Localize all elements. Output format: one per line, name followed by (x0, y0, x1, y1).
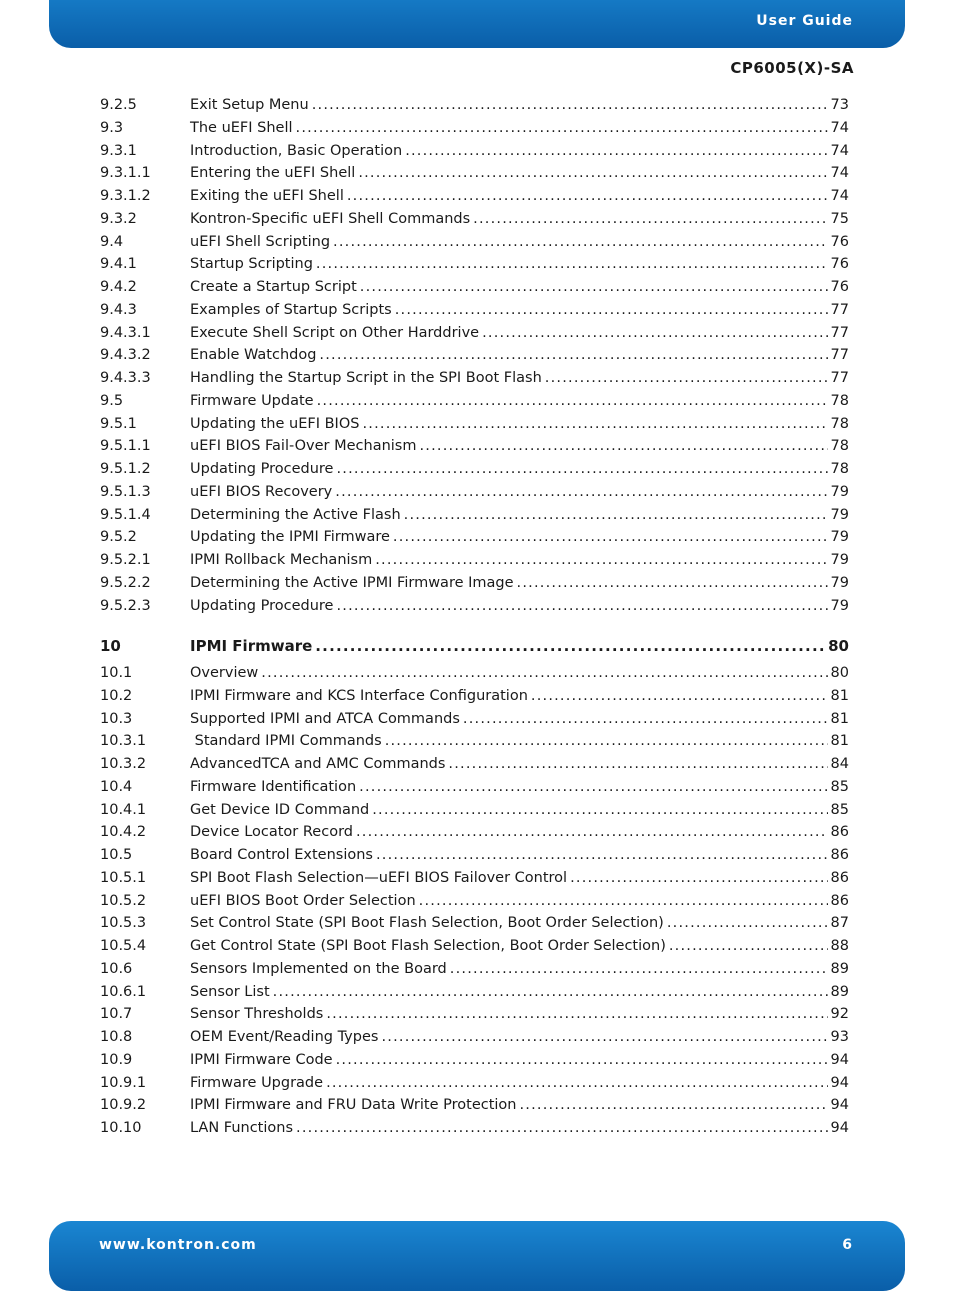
toc-entry-number: 10.9.2 (100, 1097, 147, 1114)
toc-entry[interactable] (100, 325, 849, 348)
toc-leader-dots (296, 120, 828, 136)
toc-entry-page: 86 (830, 847, 849, 863)
toc-entry-page: 74 (830, 165, 849, 182)
toc-leader-dots (519, 1097, 827, 1113)
toc-entry[interactable] (100, 165, 849, 188)
toc-entry[interactable] (100, 915, 849, 938)
toc-entry[interactable] (100, 256, 849, 279)
toc-entry-number: 10.6 (100, 960, 133, 977)
toc-entry-title: Get Device ID Command (190, 801, 370, 818)
toc-entry-title: IPMI Firmware and FRU Data Write Protection (190, 1097, 517, 1114)
toc-entry-title: Set Control State (SPI Boot Flash Selection, Boot Order Selection) (190, 915, 664, 932)
toc-entry[interactable] (100, 665, 849, 688)
toc-entry-title: Handling the Startup Script in the SPI Boot Flash (190, 370, 542, 386)
toc-entry-page: 74 (830, 142, 849, 159)
toc-entry[interactable] (100, 211, 849, 234)
toc-entry-page: 87 (830, 915, 849, 932)
toc-entry[interactable] (100, 1006, 849, 1029)
header-label: User Guide (756, 13, 853, 29)
toc-entry-number: 9.3 (100, 119, 124, 136)
toc-entry[interactable] (100, 97, 849, 120)
toc-entry-page: 81 (830, 710, 849, 727)
toc-entry-title: Updating Procedure (190, 597, 334, 614)
toc-leader-dots (273, 984, 828, 1000)
toc-entry-page: 76 (830, 279, 849, 295)
toc-entry-title: Board Control Extensions (190, 847, 373, 863)
toc-entry-title: IPMI Firmware and KCS Interface Configuration (190, 687, 528, 704)
toc-entry-title: Startup Scripting (190, 256, 313, 273)
toc-entry[interactable] (100, 733, 849, 756)
toc-entry-page: 78 (830, 461, 849, 477)
toc-entry-title: uEFI Shell Scripting (190, 233, 331, 250)
toc-entry-number: 9.5.2.1 (100, 552, 151, 568)
toc-leader-dots (376, 847, 828, 863)
toc-entry-number: 9.5.2.2 (100, 574, 151, 591)
document-id: CP6005(X)-SA (730, 59, 854, 77)
toc-leader-dots (326, 1075, 827, 1091)
toc-entry-number: 9.4.3.2 (100, 347, 151, 364)
toc-leader-dots (570, 870, 827, 886)
toc-leader-dots (319, 347, 827, 363)
toc-entry[interactable] (100, 893, 849, 916)
toc-entry-title: Enable Watchdog (190, 347, 317, 364)
toc-entry-title: Firmware Update (190, 392, 314, 409)
toc-entry[interactable] (100, 529, 849, 552)
toc-leader-dots (372, 802, 827, 818)
toc-entry-number: 9.4.3.3 (100, 370, 151, 386)
toc-entry-number: 10.8 (100, 1029, 133, 1045)
toc-entry-title: IPMI Firmware (190, 637, 313, 656)
toc-entry-title: OEM Event/Reading Types (190, 1029, 379, 1045)
toc-entry[interactable] (100, 1097, 849, 1120)
toc-entry-page: 88 (830, 938, 849, 954)
toc-entry-page: 86 (830, 869, 849, 886)
toc-entry[interactable] (100, 824, 849, 847)
toc-entry-page: 81 (830, 733, 849, 750)
toc-entry[interactable] (100, 1120, 849, 1143)
toc-leader-dots (405, 143, 827, 159)
toc-entry[interactable] (100, 756, 849, 779)
toc-entry-page: 92 (830, 1006, 849, 1023)
toc-entry-title: Firmware Upgrade (190, 1074, 324, 1091)
toc-entry-page: 94 (830, 1074, 849, 1091)
toc-entry-page: 93 (830, 1029, 849, 1045)
toc-entry-title: Create a Startup Script (190, 279, 357, 295)
toc-leader-dots (381, 1029, 827, 1045)
toc-entry-number: 9.4.3 (100, 301, 137, 318)
toc-entry-page: 79 (830, 483, 849, 500)
toc-leader-dots (385, 733, 828, 749)
toc-entry-number: 10.3 (100, 710, 133, 727)
toc-entry-title: Entering the uEFI Shell (190, 165, 356, 182)
toc-entry-title: Execute Shell Script on Other Harddrive (190, 324, 480, 341)
toc-entry-title: AdvancedTCA and AMC Commands (190, 756, 446, 772)
toc-entry-page: 77 (830, 347, 849, 364)
toc-leader-dots (669, 938, 828, 954)
toc-entry[interactable] (100, 552, 849, 575)
toc-entry-page: 79 (830, 574, 849, 591)
toc-entry-number: 10.5 (100, 847, 133, 863)
toc-entry-page: 77 (830, 301, 849, 318)
toc-entry-number: 9.5.1 (100, 415, 137, 432)
toc-entry-number: 9.4.3.1 (100, 324, 151, 341)
toc-entry-title: Updating the IPMI Firmware (190, 529, 390, 546)
toc-entry-title: Examples of Startup Scripts (190, 301, 392, 318)
toc-entry-page: 76 (830, 256, 849, 273)
toc-entry-number: 9.5.1.2 (100, 461, 151, 477)
toc-entry-number: 10.4.1 (100, 801, 147, 818)
toc-entry-title: IPMI Rollback Mechanism (190, 552, 373, 568)
toc-leader-dots (359, 779, 827, 795)
toc-entry-page: 80 (828, 637, 849, 656)
toc-entry-number: 9.3.1.2 (100, 188, 151, 204)
toc-entry-number: 9.3.1 (100, 142, 137, 159)
toc-entry-number: 10.7 (100, 1006, 133, 1023)
toc-entry[interactable] (100, 802, 849, 825)
toc-leader-dots (517, 575, 828, 591)
toc-leader-dots (336, 1052, 828, 1068)
toc-entry[interactable] (100, 711, 849, 734)
toc-entry-number: 10.1 (100, 665, 133, 681)
toc-entry-page: 74 (830, 188, 849, 204)
toc-entry-title: Overview (190, 665, 259, 681)
toc-entry-page: 77 (830, 370, 849, 386)
toc-entry[interactable] (100, 1029, 849, 1052)
toc-leader-dots (545, 370, 828, 386)
toc-entry-title: Supported IPMI and ATCA Commands (190, 710, 460, 727)
toc-entry-page: 94 (830, 1097, 849, 1114)
toc-leader-dots (336, 461, 827, 477)
toc-entry[interactable] (100, 779, 849, 802)
toc-entry-number: 9.5.1.4 (100, 506, 151, 523)
toc-entry[interactable] (100, 984, 849, 1007)
toc-entry[interactable] (100, 438, 849, 461)
toc-leader-dots (667, 915, 828, 931)
toc-entry-title: Sensor Thresholds (190, 1006, 324, 1023)
toc-entry-page: 94 (830, 1120, 849, 1136)
toc-leader-dots (463, 711, 828, 727)
toc-entry-title: Updating the uEFI BIOS (190, 415, 360, 432)
toc-entry-number: 9.4.2 (100, 279, 137, 295)
toc-entry-number: 9.5 (100, 392, 124, 409)
toc-entry-number: 9.4.1 (100, 256, 137, 273)
toc-entry-page: 86 (830, 824, 849, 841)
toc-entry-title: Sensor List (190, 983, 270, 1000)
toc-entry-number: 10 (100, 637, 121, 656)
toc-entry-page: 85 (830, 778, 849, 795)
toc-entry-title: Introduction, Basic Operation (190, 142, 403, 159)
toc-leader-dots (333, 234, 828, 250)
toc-entry-page: 85 (830, 801, 849, 818)
toc-entry-page: 79 (830, 529, 849, 546)
toc-entry-title: Determining the Active IPMI Firmware Image (190, 574, 514, 591)
toc-entry-page: 84 (830, 756, 849, 772)
toc-entry-title: Exit Setup Menu (190, 97, 309, 113)
header-banner (49, 0, 905, 48)
toc-entry-page: 89 (830, 983, 849, 1000)
toc-entry-page: 77 (830, 324, 849, 341)
toc-entry[interactable] (100, 961, 849, 984)
toc-leader-dots (326, 1006, 827, 1022)
toc-leader-dots (531, 688, 828, 704)
toc-entry-title: Updating Procedure (190, 461, 334, 477)
toc-leader-dots (296, 1120, 828, 1136)
toc-chapter-entry[interactable] (100, 637, 849, 660)
toc-entry[interactable] (100, 1075, 849, 1098)
toc-entry-number: 10.4.2 (100, 824, 147, 841)
toc-leader-dots (393, 529, 828, 545)
toc-entry-number: 9.3.1.1 (100, 165, 151, 182)
toc-leader-dots (261, 665, 827, 681)
toc-entry-number: 9.5.2 (100, 529, 137, 546)
toc-entry[interactable] (100, 347, 849, 370)
toc-leader-dots (404, 507, 828, 523)
toc-entry[interactable] (100, 598, 849, 621)
toc-entry-number: 10.5.3 (100, 915, 147, 932)
toc-leader-dots (356, 824, 828, 840)
toc-entry-number: 10.2 (100, 687, 133, 704)
toc-entry-number: 10.9 (100, 1051, 133, 1068)
toc-entry-number: 9.2.5 (100, 97, 137, 113)
toc-entry-page: 79 (830, 552, 849, 568)
toc-entry-page: 73 (830, 97, 849, 113)
toc-leader-dots (395, 302, 828, 318)
toc-leader-dots (312, 97, 828, 113)
toc-entry-number: 10.9.1 (100, 1074, 147, 1091)
toc-entry[interactable] (100, 120, 849, 143)
toc-entry[interactable] (100, 484, 849, 507)
toc-entry[interactable] (100, 143, 849, 166)
toc-leader-dots (473, 211, 827, 227)
toc-entry-number: 9.3.2 (100, 210, 137, 227)
page-number: 6 (842, 1237, 853, 1253)
table-of-contents (100, 97, 849, 1143)
toc-leader-dots (450, 961, 828, 977)
toc-entry[interactable] (100, 279, 849, 302)
toc-entry-title: Get Control State (SPI Boot Flash Selection, Boot Order Selection) (190, 938, 666, 954)
toc-entry[interactable] (100, 507, 849, 530)
toc-leader-dots (358, 165, 827, 181)
toc-entry-page: 86 (830, 892, 849, 909)
toc-leader-dots (315, 637, 825, 655)
toc-entry-number: 9.5.1.1 (100, 438, 151, 455)
toc-entry[interactable] (100, 688, 849, 711)
toc-leader-dots (347, 188, 828, 204)
toc-entry[interactable] (100, 393, 849, 416)
toc-entry-title: IPMI Firmware Code (190, 1051, 333, 1068)
toc-leader-dots (362, 416, 827, 432)
toc-entry[interactable] (100, 234, 849, 257)
toc-entry-number: 10.10 (100, 1120, 142, 1136)
toc-entry-number: 10.5.2 (100, 892, 147, 909)
toc-leader-dots (375, 552, 827, 568)
toc-entry-page: 80 (830, 665, 849, 681)
toc-entry[interactable] (100, 847, 849, 870)
toc-entry-title: SPI Boot Flash Selection—uEFI BIOS Failover Control (190, 869, 568, 886)
toc-entry[interactable] (100, 188, 849, 211)
toc-entry-number: 9.5.1.3 (100, 483, 151, 500)
toc-entry-title: uEFI BIOS Boot Order Selection (190, 892, 416, 909)
toc-entry[interactable] (100, 1052, 849, 1075)
toc-entry-number: 10.3.1 (100, 733, 147, 750)
toc-entry[interactable] (100, 461, 849, 484)
toc-entry-title: Exiting the uEFI Shell (190, 188, 344, 204)
toc-entry-page: 78 (830, 438, 849, 455)
toc-entry-page: 76 (830, 233, 849, 250)
toc-entry-title: Sensors Implemented on the Board (190, 960, 447, 977)
toc-entry-page: 89 (830, 960, 849, 977)
toc-entry-page: 75 (830, 210, 849, 227)
toc-leader-dots (317, 393, 828, 409)
toc-entry[interactable] (100, 370, 849, 393)
toc-entry-title: LAN Functions (190, 1120, 294, 1136)
footer-banner (49, 1221, 905, 1291)
toc-entry-title: uEFI BIOS Recovery (190, 483, 333, 500)
toc-leader-dots (482, 325, 827, 341)
toc-entry-title: The uEFI Shell (190, 119, 293, 136)
toc-entry-number: 10.4 (100, 778, 133, 795)
toc-entry-number: 10.5.1 (100, 869, 147, 886)
toc-entry-title: Determining the Active Flash (190, 506, 401, 523)
toc-leader-dots (448, 756, 827, 772)
toc-entry-page: 81 (830, 687, 849, 704)
toc-entry[interactable] (100, 575, 849, 598)
footer-url[interactable]: www.kontron.com (99, 1237, 257, 1253)
toc-leader-dots (360, 279, 828, 295)
toc-entry-page: 94 (830, 1051, 849, 1068)
toc-leader-dots (335, 484, 827, 500)
toc-entry[interactable] (100, 416, 849, 439)
toc-entry-number: 10.6.1 (100, 983, 147, 1000)
toc-entry[interactable] (100, 870, 849, 893)
toc-entry-page: 79 (830, 597, 849, 614)
toc-entry-number: 10.3.2 (100, 756, 147, 772)
toc-entry-number: 10.5.4 (100, 938, 147, 954)
toc-entry-number: 9.4 (100, 233, 124, 250)
toc-leader-dots (316, 256, 828, 272)
toc-leader-dots (336, 598, 827, 614)
toc-entry[interactable] (100, 938, 849, 961)
toc-entry-page: 78 (830, 415, 849, 432)
toc-entry-title: Device Locator Record (190, 824, 353, 841)
toc-entry-title: Kontron-Specific uEFI Shell Commands (190, 210, 471, 227)
toc-entry-number: 9.5.2.3 (100, 597, 151, 614)
toc-entry-page: 78 (830, 392, 849, 409)
toc-entry-page: 79 (830, 506, 849, 523)
toc-entry-page: 74 (830, 119, 849, 136)
toc-leader-dots (419, 893, 828, 909)
toc-entry-title: Standard IPMI Commands (190, 733, 382, 750)
toc-entry[interactable] (100, 302, 849, 325)
toc-entry-title: uEFI BIOS Fail-Over Mechanism (190, 438, 417, 455)
toc-entry-title: Firmware Identification (190, 778, 357, 795)
toc-leader-dots (419, 438, 827, 454)
